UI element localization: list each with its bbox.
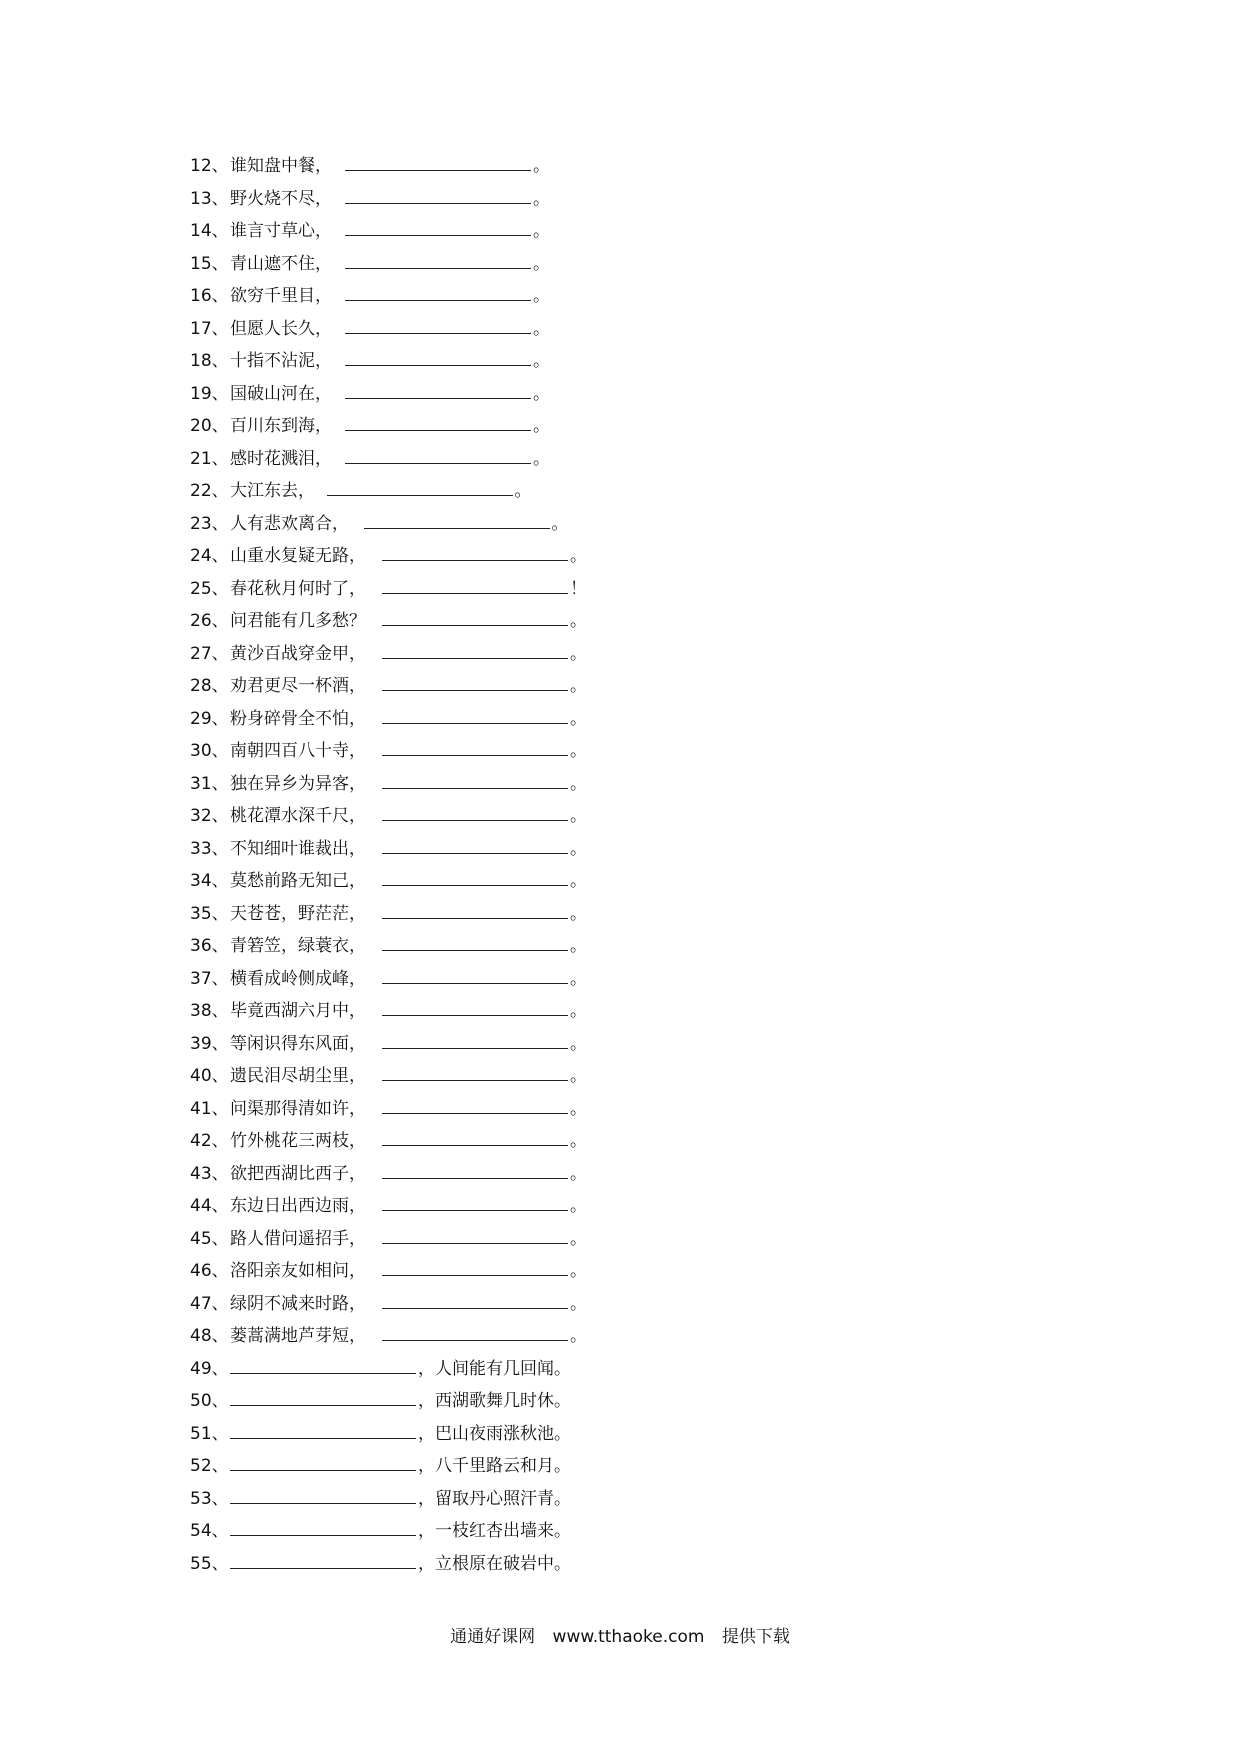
item-number: 44、: [190, 1196, 229, 1216]
line-suffix: 。: [533, 286, 550, 306]
item-number: 24、: [190, 546, 229, 566]
line-suffix: 。: [533, 253, 550, 274]
answer-blank[interactable]: [382, 1093, 568, 1114]
line-suffix: 。: [533, 448, 550, 469]
answer-blank[interactable]: [364, 508, 550, 529]
answer-blank[interactable]: [382, 1320, 568, 1341]
item-number: 32、: [190, 806, 229, 826]
list-item: [0, 605, 1240, 637]
item-number: 46、: [190, 1261, 229, 1281]
item-number: 13、: [190, 188, 229, 209]
answer-blank[interactable]: [382, 703, 568, 724]
item-number: 53、: [190, 1488, 229, 1509]
list-item: [0, 1320, 1240, 1352]
line-prefix: 黄沙百战穿金甲，: [230, 643, 366, 664]
item-number: 19、: [190, 383, 229, 404]
line-suffix: 。: [570, 611, 587, 631]
line-prefix: 竹外桃花三两枝，: [230, 1131, 366, 1151]
list-item: [0, 898, 1240, 930]
item-number: 55、: [190, 1553, 229, 1574]
answer-blank[interactable]: [230, 1450, 416, 1471]
answer-blank[interactable]: [345, 215, 531, 236]
list-item: [0, 865, 1240, 897]
item-number: 33、: [190, 838, 229, 859]
item-number: 28、: [190, 676, 229, 696]
item-number: 40、: [190, 1066, 229, 1086]
line-suffix: 。: [570, 968, 587, 989]
answer-blank[interactable]: [345, 183, 531, 204]
list-item: [0, 735, 1240, 767]
line-suffix: 。: [533, 383, 550, 404]
line-prefix: 百川东到海，: [230, 416, 332, 436]
list-item: [0, 248, 1240, 280]
answer-blank[interactable]: [382, 735, 568, 756]
item-number: 27、: [190, 643, 229, 664]
answer-blank[interactable]: [382, 963, 568, 984]
answer-blank[interactable]: [382, 1190, 568, 1211]
line-suffix: ，立根原在破岩中。: [418, 1553, 571, 1574]
item-number: 42、: [190, 1131, 229, 1151]
answer-blank[interactable]: [382, 1158, 568, 1179]
list-item: [0, 1158, 1240, 1190]
item-number: 43、: [190, 1163, 229, 1184]
item-number: 21、: [190, 448, 229, 469]
answer-blank[interactable]: [230, 1385, 416, 1406]
item-number: 23、: [190, 513, 229, 534]
item-number: 50、: [190, 1391, 229, 1411]
line-suffix: 。: [570, 1033, 587, 1054]
item-number: 52、: [190, 1456, 229, 1476]
line-prefix: 东边日出西边雨，: [230, 1196, 366, 1216]
list-item: [0, 508, 1240, 540]
answer-blank[interactable]: [345, 280, 531, 301]
list-item: [0, 833, 1240, 865]
answer-blank[interactable]: [230, 1353, 416, 1374]
item-number: 29、: [190, 708, 229, 729]
answer-blank[interactable]: [230, 1548, 416, 1569]
line-suffix: 。: [514, 481, 532, 501]
line-prefix: 欲把西湖比西子，: [230, 1163, 366, 1184]
answer-blank[interactable]: [382, 1060, 568, 1081]
list-item: [0, 800, 1240, 832]
line-suffix: 。: [570, 676, 587, 696]
list-item: [0, 1093, 1240, 1125]
line-suffix: 。: [533, 416, 550, 436]
line-prefix: 大江东去，: [230, 481, 315, 501]
line-suffix: 。: [570, 643, 587, 664]
line-prefix: 南朝四百八十寺，: [230, 741, 366, 761]
line-prefix: 青山遮不住，: [230, 253, 332, 274]
line-suffix: 。: [570, 936, 587, 956]
list-item: [0, 475, 1240, 507]
line-suffix: 。: [570, 1293, 587, 1314]
line-suffix: ，留取丹心照汗青。: [418, 1488, 571, 1509]
line-prefix: 粉身碎骨全不怕，: [230, 708, 366, 729]
answer-blank[interactable]: [382, 833, 568, 854]
line-suffix: 。: [570, 773, 587, 794]
page-footer: [0, 1622, 1240, 1647]
answer-blank[interactable]: [230, 1418, 416, 1439]
line-suffix: ，八千里路云和月。: [418, 1456, 571, 1476]
answer-blank[interactable]: [382, 995, 568, 1016]
line-prefix: 天苍苍，野茫茫，: [230, 903, 366, 924]
answer-blank[interactable]: [382, 768, 568, 789]
line-suffix: 。: [570, 1098, 587, 1119]
item-number: 25、: [190, 578, 229, 599]
line-prefix: 蒌蒿满地芦芽短，: [230, 1326, 366, 1346]
item-number: 30、: [190, 741, 229, 761]
answer-blank[interactable]: [345, 378, 531, 399]
line-prefix: 谁知盘中餐，: [230, 156, 332, 176]
line-prefix: 青箬笠，绿蓑衣，: [230, 936, 366, 956]
item-number: 47、: [190, 1293, 229, 1314]
item-number: 34、: [190, 871, 229, 891]
list-item: [0, 1028, 1240, 1060]
list-item: [0, 150, 1240, 182]
line-prefix: 独在异乡为异客，: [230, 773, 366, 794]
item-number: 15、: [190, 253, 229, 274]
item-number: 39、: [190, 1033, 229, 1054]
list-item: [0, 573, 1240, 605]
line-suffix: ，巴山夜雨涨秋池。: [418, 1423, 571, 1444]
answer-blank[interactable]: [382, 638, 568, 659]
list-item: [0, 703, 1240, 735]
list-item: [0, 443, 1240, 475]
list-item: [0, 670, 1240, 702]
list-item: [0, 215, 1240, 247]
list-item: [0, 1515, 1240, 1547]
answer-blank[interactable]: [382, 540, 568, 561]
line-suffix: 。: [533, 221, 550, 241]
item-number: 22、: [190, 481, 229, 501]
line-suffix: 。: [570, 838, 587, 859]
list-item: [0, 1190, 1240, 1222]
line-suffix: 。: [570, 1001, 587, 1021]
line-suffix: 。: [570, 903, 587, 924]
line-prefix: 野火烧不尽，: [230, 188, 332, 209]
answer-blank[interactable]: [382, 865, 568, 886]
list-item: [0, 995, 1240, 1027]
item-number: 36、: [190, 936, 229, 956]
line-prefix: 绿阴不减来时路，: [230, 1293, 366, 1314]
answer-blank[interactable]: [382, 573, 568, 594]
list-item: [0, 1353, 1240, 1385]
line-prefix: 春花秋月何时了，: [230, 578, 366, 599]
list-item: [0, 345, 1240, 377]
answer-blank[interactable]: [327, 475, 513, 496]
answer-blank[interactable]: [382, 1223, 568, 1244]
list-item: [0, 313, 1240, 345]
line-prefix: 问君能有几多愁？: [230, 611, 366, 631]
footer-note: 提供下载: [721, 1627, 790, 1647]
item-number: 31、: [190, 773, 229, 794]
answer-blank[interactable]: [382, 670, 568, 691]
list-item: [0, 768, 1240, 800]
item-number: 38、: [190, 1001, 229, 1021]
answer-blank[interactable]: [230, 1515, 416, 1536]
line-suffix: ，人间能有几回闻。: [418, 1358, 571, 1379]
item-number: 35、: [190, 903, 229, 924]
answer-blank[interactable]: [382, 800, 568, 821]
answer-blank[interactable]: [345, 410, 531, 431]
item-number: 12、: [190, 156, 229, 176]
line-suffix: 。: [570, 806, 587, 826]
line-suffix: 。: [570, 1131, 587, 1151]
list-item: [0, 540, 1240, 572]
answer-blank[interactable]: [345, 248, 531, 269]
line-prefix: 但愿人长久，: [230, 318, 332, 339]
item-number: 16、: [190, 286, 229, 306]
list-item: [0, 1483, 1240, 1515]
line-suffix: 。: [570, 741, 587, 761]
answer-blank[interactable]: [382, 1288, 568, 1309]
item-number: 26、: [190, 611, 229, 631]
list-item: [0, 1060, 1240, 1092]
list-item: [0, 963, 1240, 995]
list-item: [0, 1385, 1240, 1417]
list-item: [0, 1223, 1240, 1255]
line-prefix: 遗民泪尽胡尘里，: [230, 1066, 366, 1086]
footer-url[interactable]: www.tthaoke.com: [552, 1627, 705, 1647]
item-number: 54、: [190, 1521, 229, 1541]
line-suffix: 。: [570, 1066, 587, 1086]
line-suffix: 。: [533, 188, 550, 209]
line-prefix: 路人借问遥招手，: [230, 1228, 366, 1249]
list-item: [0, 1450, 1240, 1482]
line-suffix: 。: [570, 1196, 587, 1216]
line-suffix: 。: [533, 318, 550, 339]
answer-blank[interactable]: [382, 1028, 568, 1049]
item-number: 41、: [190, 1098, 229, 1119]
answer-blank[interactable]: [345, 443, 531, 464]
item-number: 18、: [190, 351, 229, 371]
answer-blank[interactable]: [382, 605, 568, 626]
list-item: [0, 280, 1240, 312]
answer-blank[interactable]: [345, 150, 531, 171]
item-number: 14、: [190, 221, 229, 241]
line-prefix: 莫愁前路无知己，: [230, 871, 366, 891]
line-prefix: 洛阳亲友如相问，: [230, 1261, 366, 1281]
line-suffix: 。: [570, 1163, 587, 1184]
list-item: [0, 1255, 1240, 1287]
answer-blank[interactable]: [230, 1483, 416, 1504]
item-number: 37、: [190, 968, 229, 989]
list-item: [0, 1288, 1240, 1320]
line-prefix: 山重水复疑无路，: [230, 546, 366, 566]
answer-blank[interactable]: [345, 345, 531, 366]
line-suffix: ！: [570, 578, 587, 599]
line-suffix: ，西湖歌舞几时休。: [418, 1391, 571, 1411]
line-suffix: 。: [533, 156, 550, 176]
answer-blank[interactable]: [382, 1125, 568, 1146]
list-item: [0, 183, 1240, 215]
answer-blank[interactable]: [382, 898, 568, 919]
list-item: [0, 930, 1240, 962]
line-prefix: 桃花潭水深千尺，: [230, 806, 366, 826]
line-suffix: 。: [533, 351, 550, 371]
line-suffix: 。: [570, 708, 587, 729]
line-suffix: ，一枝红杏出墙来。: [418, 1521, 571, 1541]
list-item: [0, 1125, 1240, 1157]
line-suffix: 。: [551, 513, 569, 534]
list-item: [0, 1418, 1240, 1450]
line-prefix: 谁言寸草心，: [230, 221, 332, 241]
answer-blank[interactable]: [382, 930, 568, 951]
list-item: [0, 1548, 1240, 1580]
answer-blank[interactable]: [382, 1255, 568, 1276]
line-prefix: 毕竟西湖六月中，: [230, 1001, 366, 1021]
line-prefix: 国破山河在，: [230, 383, 332, 404]
line-suffix: 。: [570, 1228, 587, 1249]
list-item: [0, 638, 1240, 670]
item-number: 17、: [190, 318, 229, 339]
line-prefix: 欲穷千里目，: [230, 286, 332, 306]
item-number: 49、: [190, 1358, 229, 1379]
line-prefix: 不知细叶谁裁出，: [230, 838, 366, 859]
item-number: 45、: [190, 1228, 229, 1249]
line-suffix: 。: [570, 871, 587, 891]
line-suffix: 。: [570, 546, 587, 566]
line-suffix: 。: [570, 1261, 587, 1281]
list-item: [0, 378, 1240, 410]
item-number: 48、: [190, 1326, 229, 1346]
line-suffix: 。: [570, 1326, 587, 1346]
answer-blank[interactable]: [345, 313, 531, 334]
line-prefix: 感时花溅泪，: [230, 448, 332, 469]
item-number: 20、: [190, 416, 229, 436]
line-prefix: 人有悲欢离合，: [230, 513, 349, 534]
line-prefix: 十指不沾泥，: [230, 351, 332, 371]
line-prefix: 问渠那得清如许，: [230, 1098, 366, 1119]
line-prefix: 横看成岭侧成峰，: [230, 968, 366, 989]
footer-site-name: 通通好课网: [450, 1627, 536, 1647]
line-prefix: 劝君更尽一杯酒，: [230, 676, 366, 696]
line-prefix: 等闲识得东风面，: [230, 1033, 366, 1054]
list-item: [0, 410, 1240, 442]
item-number: 51、: [190, 1423, 229, 1444]
